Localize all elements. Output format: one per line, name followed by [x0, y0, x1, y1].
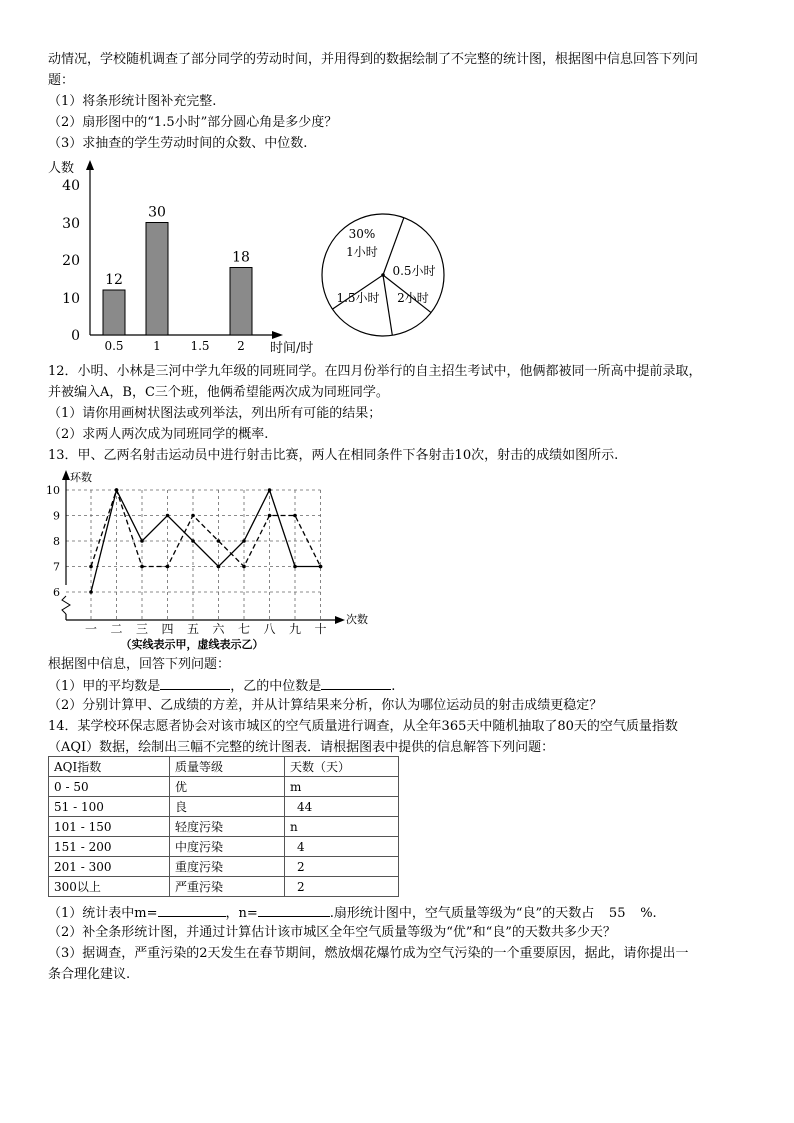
line-xtick: 五 [186, 622, 200, 636]
table-row [49, 797, 399, 817]
aqi-header-index: AQI指数 [49, 757, 170, 777]
line-xtick: 九 [288, 622, 302, 636]
aqi-cell: 51 - 100 [49, 797, 170, 817]
q13-after: 根据图中信息，回答下列问题： [48, 657, 231, 672]
q13-stem: 13．甲、乙两名射击运动员中进行射击比赛，两人在相同条件下各射击10次，射击的成绩如图所示. [48, 448, 619, 463]
aqi-header-days: 天数（天） [285, 757, 399, 777]
table-row [49, 777, 399, 797]
q11-figure [48, 158, 448, 358]
series-point [217, 539, 221, 543]
q12-line2: 并被编入A，B，C三个班，他俩希望能两次成为同班同学。 [48, 385, 389, 400]
bar-xlabel: 时间/时 [270, 341, 314, 356]
series-point [89, 590, 93, 594]
line-x-arrow [335, 616, 345, 624]
table-row [49, 857, 399, 877]
q14-sub2: （2）补全条形统计图，并通过计算估计该市城区全年空气质量等级为“优”和“良”的天数共多少天？ [48, 925, 616, 940]
bar-xtick-2: 2 [237, 339, 245, 353]
bar-ylabel: 人数 [48, 161, 75, 176]
pie-label-1h: 1小时 [346, 245, 378, 259]
bar-data-label: 12 [105, 272, 123, 288]
q11-sub3: （3）求抽查的学生劳动时间的众数、中位数. [48, 136, 308, 151]
series-point [115, 488, 119, 492]
pie-slice-boundary [383, 275, 392, 335]
line-ytick: 6 [53, 586, 60, 599]
series-point [89, 565, 93, 569]
answer-blank-mean[interactable] [160, 675, 230, 690]
series-point [293, 565, 297, 569]
aqi-cell: 101 - 150 [49, 817, 170, 837]
aqi-table [48, 756, 399, 897]
aqi-cell: 重度污染 [170, 857, 285, 877]
q13-sub1-c: . [391, 679, 396, 694]
q14-sub1-c: .扇形统计图中，空气质量等级为“良”的天数占 [329, 906, 595, 921]
q14-sub1-pct: 55 [608, 906, 626, 921]
bar [146, 223, 168, 336]
q14-sub3-line1: （3）据调查，严重污染的2天发生在春节期间，燃放烟花爆竹成为空气污染的一个重要原因，据此，请你提出一 [48, 946, 689, 961]
series-point [319, 565, 323, 569]
line-xtick: 一 [84, 622, 98, 636]
line-grid [66, 490, 321, 620]
series-point [140, 565, 144, 569]
line-xtick: 十 [314, 622, 327, 636]
answer-blank-median[interactable] [321, 675, 391, 690]
series-point [293, 514, 297, 518]
line-xtick: 六 [212, 622, 225, 636]
aqi-header-level: 质量等级 [170, 757, 285, 777]
series-point [140, 539, 144, 543]
series-point [242, 565, 246, 569]
series-point [166, 514, 170, 518]
line-xlabel: 次数 [346, 613, 368, 626]
q14-line1: 14．某学校环保志愿者协会对该市城区的空气质量进行调查，从全年365天中随机抽取了80天的空气质量指数 [48, 719, 678, 734]
q12-sub1: （1）请你用画树状图法或列举法，列出所有可能的结果； [48, 406, 382, 421]
series-point [166, 565, 170, 569]
aqi-cell: m [285, 777, 399, 797]
bar-ytick-20: 20 [62, 253, 80, 269]
q14-line2: （AQI）数据，绘制出三幅不完整的统计图表．请根据图表中提供的信息解答下列问题： [48, 740, 555, 755]
bar-ytick-0: 0 [71, 328, 80, 344]
bar-xtick-0.5: 0.5 [104, 339, 124, 353]
aqi-cell: 优 [170, 777, 285, 797]
q13-sub1-a: （1）甲的平均数是 [48, 679, 161, 694]
bar [103, 290, 125, 335]
q14-sub1 [48, 902, 657, 924]
series-point [217, 565, 221, 569]
line-ytick: 7 [53, 560, 60, 574]
q14-sub1-a: （1）统计表中m= [48, 906, 158, 921]
aqi-cell: 良 [170, 797, 285, 817]
bar-xtick-1: 1 [153, 339, 161, 353]
aqi-cell: 300以上 [49, 877, 170, 897]
aqi-cell: 201 - 300 [49, 857, 170, 877]
bar-ytick-40: 40 [62, 178, 80, 194]
aqi-cell: n [285, 817, 399, 837]
line-xtick: 七 [237, 622, 251, 636]
line-xtick: 八 [263, 622, 276, 636]
aqi-cell: 0 - 50 [49, 777, 170, 797]
q13-line-chart [48, 468, 388, 656]
line-xtick: 二 [110, 622, 123, 636]
q13-sub1-b: ，乙的中位数是 [230, 679, 322, 694]
q11-sub1: （1）将条形统计图补充完整. [48, 94, 217, 109]
q11-intro-line2: 题： [48, 73, 75, 88]
q13-sub1 [48, 675, 395, 697]
answer-blank-m[interactable] [158, 902, 226, 917]
axis-break-symbol [62, 596, 70, 614]
q11-sub2: （2）扇形图中的“1.5小时”部分圆心角是多少度？ [48, 115, 338, 130]
pie-label-1h-pct: 30% [348, 227, 376, 241]
line-y-arrow [62, 470, 70, 480]
bar-x-arrow [272, 331, 283, 339]
aqi-cell: 2 [285, 877, 399, 897]
line-xtick: 四 [161, 622, 174, 636]
line-ytick: 10 [46, 484, 60, 497]
q14-sub3-line2: 条合理化建议. [48, 967, 131, 982]
line-caption: （实线表示甲，虚线表示乙） [120, 638, 264, 651]
answer-blank-n[interactable] [258, 902, 330, 917]
q14-sub1-b: ，n= [225, 906, 258, 921]
aqi-cell: 2 [285, 857, 399, 877]
bar-ytick-30: 30 [62, 216, 80, 232]
pie-label-05h: 0.5小时 [392, 264, 436, 278]
aqi-cell: 严重污染 [170, 877, 285, 897]
q13-sub2: （2）分别计算甲、乙成绩的方差，并从计算结果来分析，你认为哪位运动员的射击成绩更稳定？ [48, 698, 603, 713]
series-point [191, 539, 195, 543]
q11-intro-line1: 动情况，学校随机调查了部分同学的劳动时间，并用得到的数据绘制了不完整的统计图，根据图中信息回答下列问 [48, 52, 699, 67]
pie-label-2h: 2小时 [397, 291, 429, 305]
q12-sub2: （2）求两人两次成为同班同学的概率. [48, 427, 269, 442]
line-xtick: 三 [135, 622, 149, 636]
q14-sub1-d: %. [640, 906, 657, 921]
bar-y-arrow [86, 160, 94, 170]
bar-data-label: 18 [232, 249, 250, 266]
pie-center [381, 273, 385, 277]
aqi-cell: 151 - 200 [49, 837, 170, 857]
line-ylabel: 环数 [70, 471, 92, 484]
table-row [49, 817, 399, 837]
aqi-table-header [49, 757, 399, 777]
bar-data-label: 30 [148, 204, 166, 221]
aqi-cell: 44 [285, 797, 399, 817]
series-point [191, 514, 195, 518]
bar [230, 268, 252, 336]
series-line-dashed [91, 490, 321, 567]
table-row [49, 837, 399, 857]
series-point [268, 488, 272, 492]
series-point [242, 539, 246, 543]
bar-xtick-1.5: 1.5 [190, 339, 210, 353]
aqi-cell: 4 [285, 837, 399, 857]
bar-ytick-10: 10 [62, 291, 80, 307]
bar-chart [48, 160, 313, 356]
series-point [268, 514, 272, 518]
aqi-cell: 中度污染 [170, 837, 285, 857]
pie-label-15h: 1.5小时 [336, 291, 380, 305]
aqi-cell: 轻度污染 [170, 817, 285, 837]
table-row [49, 877, 399, 897]
pie-chart [322, 214, 444, 336]
line-ytick: 8 [53, 535, 60, 548]
q12-line1: 12．小明、小林是三河中学九年级的同班同学。在四月份举行的自主招生考试中，他俩都被同一所高中提前录取， [48, 364, 702, 379]
line-ytick: 9 [53, 509, 60, 523]
